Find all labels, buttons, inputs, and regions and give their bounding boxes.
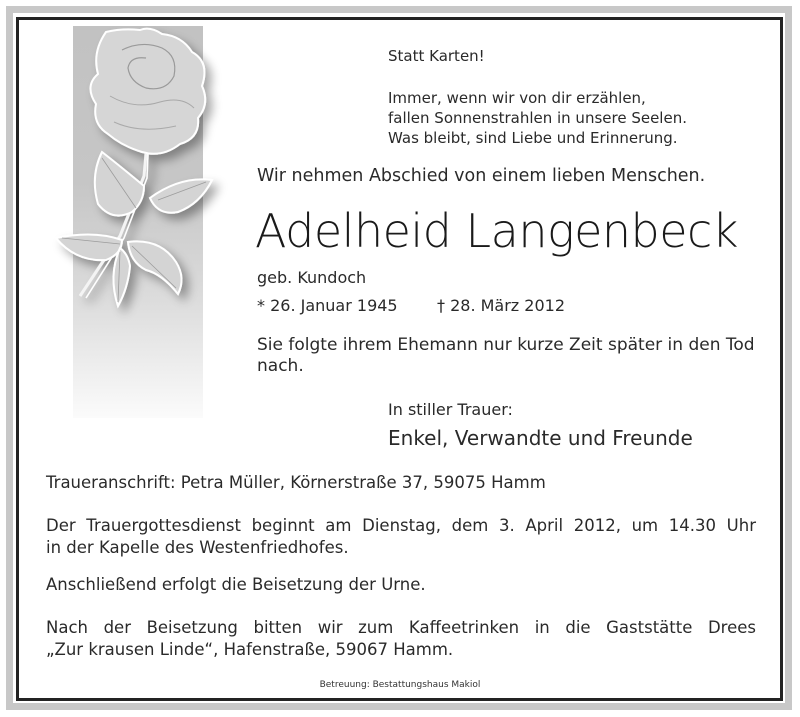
mourners: Enkel, Verwandte und Freunde: [388, 426, 693, 450]
poem: [388, 88, 687, 148]
service-info: [46, 515, 756, 559]
reception-info: [46, 617, 756, 661]
deceased-name: Adelheid Langenbeck: [255, 204, 738, 258]
mourning-address: Traueranschrift: Petra Müller, Körnerstraße 37, 59075 Hamm: [46, 473, 546, 492]
poem-line: Immer, wenn wir von dir erzählen,: [388, 89, 646, 107]
mourning-label: In stiller Trauer:: [388, 400, 513, 419]
death-date: † 28. März 2012: [437, 296, 566, 315]
poem-line: Was bleibt, sind Liebe und Erinnerung.: [388, 129, 678, 147]
funeral-home-credit: Betreuung: Bestattungshaus Makiol: [319, 680, 481, 690]
memorial-message: Sie folgte ihrem Ehemann nur kurze Zeit später in den Tod nach.: [257, 335, 755, 376]
farewell-intro: Wir nehmen Abschied von einem lieben Menschen.: [257, 166, 706, 186]
statt-karten-heading: Statt Karten!: [388, 47, 485, 65]
birth-date: * 26. Januar 1945: [257, 296, 398, 315]
burial-info: Anschließend erfolgt die Beisetzung der Urne.: [46, 575, 426, 594]
rose-icon: [50, 26, 240, 326]
poem-line: fallen Sonnenstrahlen in unsere Seelen.: [388, 109, 687, 127]
reception-line: „Zur krausen Linde“, Hafenstraße, 59067 Hamm.: [46, 640, 454, 659]
reception-line: Nach der Beisetzung bitten wir zum Kaffeetrinken in die Gaststätte Drees: [46, 618, 756, 637]
service-line: Der Trauergottesdienst beginnt am Dienstag, dem 3. April 2012, um 14.30 Uhr: [46, 516, 756, 535]
maiden-name: geb. Kundoch: [257, 268, 367, 287]
service-line: in der Kapelle des Westenfriedhofes.: [46, 538, 349, 557]
